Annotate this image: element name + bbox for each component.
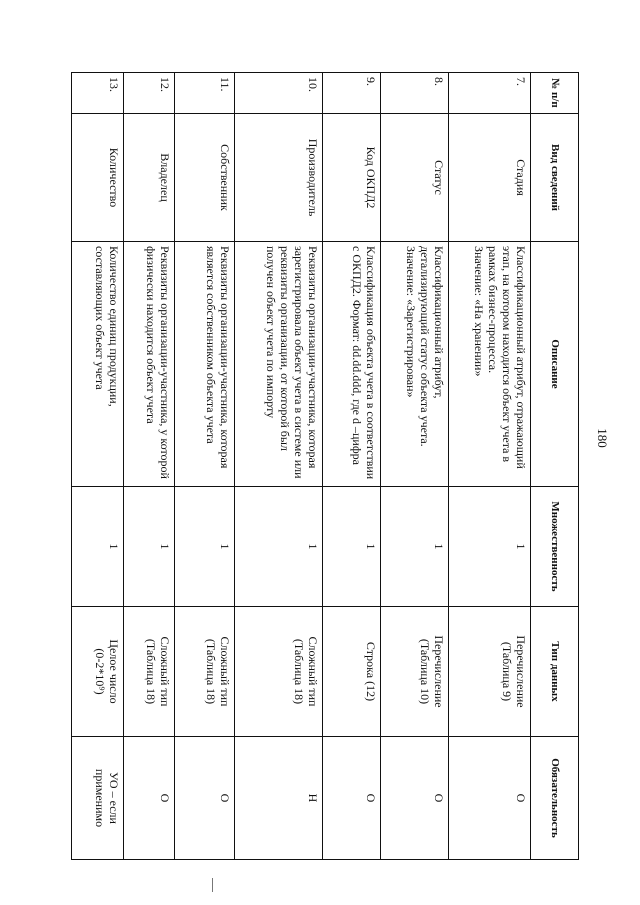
cell-required: О [175,737,235,860]
cell-required: УО – если применимо [72,737,124,860]
cell-required: О [323,737,381,860]
cell-required: О [449,737,531,860]
cell-description: Реквизиты организации-участника, которая является собственником объекта учета [175,242,235,487]
cell-data-type: Перечисление (Таблица 10) [381,607,449,737]
cell-description: Количество единиц продукции, составляющих объект учета [72,242,124,487]
table-row [323,73,381,860]
table-row [72,73,124,860]
page-number: 180 [595,428,610,448]
cell-data-type: Сложный тип (Таблица 18) [235,607,323,737]
cell-data-type: Целое число (0-2*10⁹) [72,607,124,737]
cell-num: 11. [175,73,235,114]
cell-description: Реквизиты организации-участника, которая зарегистрировала объект учета в системе или реквизиты организации, от которой был получен объект учета по импорту [235,242,323,487]
cell-required: Н [235,737,323,860]
cell-description: Классификационный атрибут, отражающий этап, на котором находится объект учета в рамках бизнес-процесса. Значение: «На хранении» [449,242,531,487]
cell-data-type: Перечисление (Таблица 9) [449,607,531,737]
table-row [381,73,449,860]
cell-description: Реквизиты организации-участника, у которой физически находится объект учета [124,242,175,487]
data-table [71,72,579,860]
cell-multiplicity: 1 [175,487,235,607]
cell-multiplicity: 1 [235,487,323,607]
cell-name: Производитель [235,114,323,242]
cell-data-type: Сложный тип (Таблица 18) [124,607,175,737]
header-required: Обязательность [531,737,579,860]
cell-name: Статус [381,114,449,242]
cell-name: Код ОКПД2 [323,114,381,242]
cell-multiplicity: 1 [124,487,175,607]
cell-data-type: Строка (12) [323,607,381,737]
cell-name: Владелец [124,114,175,242]
cell-data-type: Сложный тип (Таблица 18) [175,607,235,737]
cell-num: 8. [381,73,449,114]
cell-description: Классификация объекта учета в соответствии с ОКПД2. Формат: dd.dd.ddd, где d –цифра [323,242,381,487]
scan-mark [212,878,213,892]
header-num: № п/п [531,73,579,114]
header-description: Описание [531,242,579,487]
header-multiplicity: Множественность [531,487,579,607]
cell-num: 12. [124,73,175,114]
cell-num: 10. [235,73,323,114]
table-header-row [531,73,579,860]
table-row [449,73,531,860]
cell-multiplicity: 1 [72,487,124,607]
cell-num: 9. [323,73,381,114]
cell-name: Собственник [175,114,235,242]
cell-num: 7. [449,73,531,114]
cell-multiplicity: 1 [449,487,531,607]
cell-required: О [124,737,175,860]
table-row [124,73,175,860]
cell-description: Классификационный атрибут, детализирующий статус объекта учета. Значение: «Зарегистрирован» [381,242,449,487]
cell-multiplicity: 1 [381,487,449,607]
cell-multiplicity: 1 [323,487,381,607]
cell-name: Стадия [449,114,531,242]
cell-name: Количество [72,114,124,242]
cell-required: О [381,737,449,860]
cell-num: 13. [72,73,124,114]
table-row [175,73,235,860]
table-container [72,72,579,859]
header-data-type: Тип данных [531,607,579,737]
header-name: Вид сведений [531,114,579,242]
table-row [235,73,323,860]
